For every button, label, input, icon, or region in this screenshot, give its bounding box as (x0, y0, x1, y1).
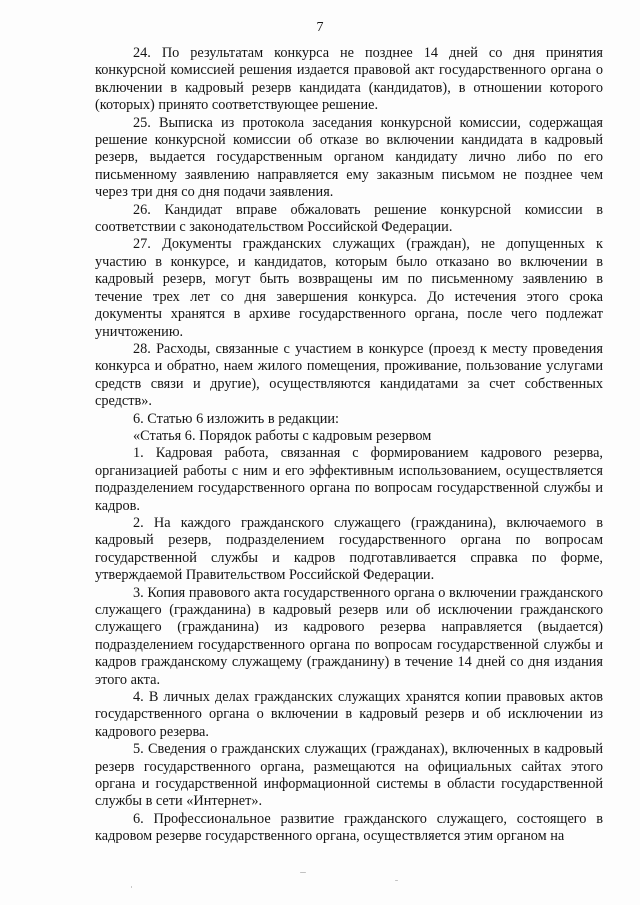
paragraph-28: 28. Расходы, связанные с участием в конкурсе (проезд к месту проведения конкурса и обратно, наем жилого помещения, проживание, пользование услугами средств связи и другие), осуществляются кандидатами за счет собственных средств». (95, 340, 603, 410)
paragraph-24: 24. По результатам конкурса не позднее 14 дней со дня принятия конкурсной комиссией решения издается правовой акт государственного органа о включении в кадровый резерв кандидата (кандидатов), в отношении которого (которых) принято соответствующее решение. (95, 45, 603, 114)
amendment-item-6: 6. Статью 6 изложить в редакции: (133, 410, 340, 427)
paragraph-27: 27. Документы гражданских служащих (граждан), не допущенных к участию в конкурсе, и кандидатов, которым было отказано во включении в кадровый резерв, могут быть возвращены им по письменному заявлению в течение трех лет со дня завершения конкурса. До истечения этого срока документы хранятся в архиве государственного органа, после чего подлежат уничтожению. (95, 236, 603, 340)
paragraph-25: 25. Выписка из протокола заседания конкурсной комиссии, содержащая решение конкурсной комиссии об отказе во включении кандидата в кадровый резерв, выдается государственным органом кандидату лично либо по его письменному заявлению направляется ему заказным письмом не позднее чем через три дня со дня подачи заявления. (95, 114, 603, 201)
scan-speck (300, 872, 306, 873)
article-6-clause-4: 4. В личных делах гражданских служащих хранятся копии правовых актов государственного органа о включении в кадровый резерв и об исключении из кадрового резерва. (95, 689, 603, 740)
article-6-clause-2: 2. На каждого гражданского служащего (гражданина), включаемого в кадровый резерв, подразделением государственного органа по вопросам государственной службы и кадров подготавливается справка по форме, утверждаемой Правительством Российской Федерации. (95, 514, 603, 584)
paragraph-26: 26. Кандидат вправе обжаловать решение конкурсной комиссии в соответствии с законодательством Российской Федерации. (95, 201, 603, 236)
scan-speck (131, 886, 132, 888)
page-number: 7 (316, 20, 324, 35)
article-6-heading: «Статья 6. Порядок работы с кадровым резервом (133, 427, 432, 444)
article-6-clause-6: 6. Профессиональное развитие гражданского служащего, состоящего в кадровом резерве государственного органа, осуществляется этим органом на (95, 810, 603, 845)
document-body (95, 45, 603, 846)
article-6-clause-5: 5. Сведения о гражданских служащих (гражданах), включенных в кадровый резерв государственного органа, размещаются на официальных сайтах этого органа и государственной информационной системы в области государственной службы в сети «Интернет». (95, 741, 603, 810)
article-6-clause-1: 1. Кадровая работа, связанная с формированием кадрового резерва, организацией работы с ним и его эффективным использованием, осуществляется подразделением государственного органа по вопросам государственной службы и кадров. (95, 445, 603, 514)
scan-speck (395, 880, 398, 881)
article-6-clause-3: 3. Копия правового акта государственного органа о включении гражданского служащего (гражданина) в кадровый резерв или об исключении гражданского служащего (гражданина) из кадрового резерва направляется (выдается) подразделением государственного органа по вопросам государственной службы и кадров гражданскому служащему (гражданину) в течение 14 дней со дня издания этого акта. (95, 584, 603, 688)
